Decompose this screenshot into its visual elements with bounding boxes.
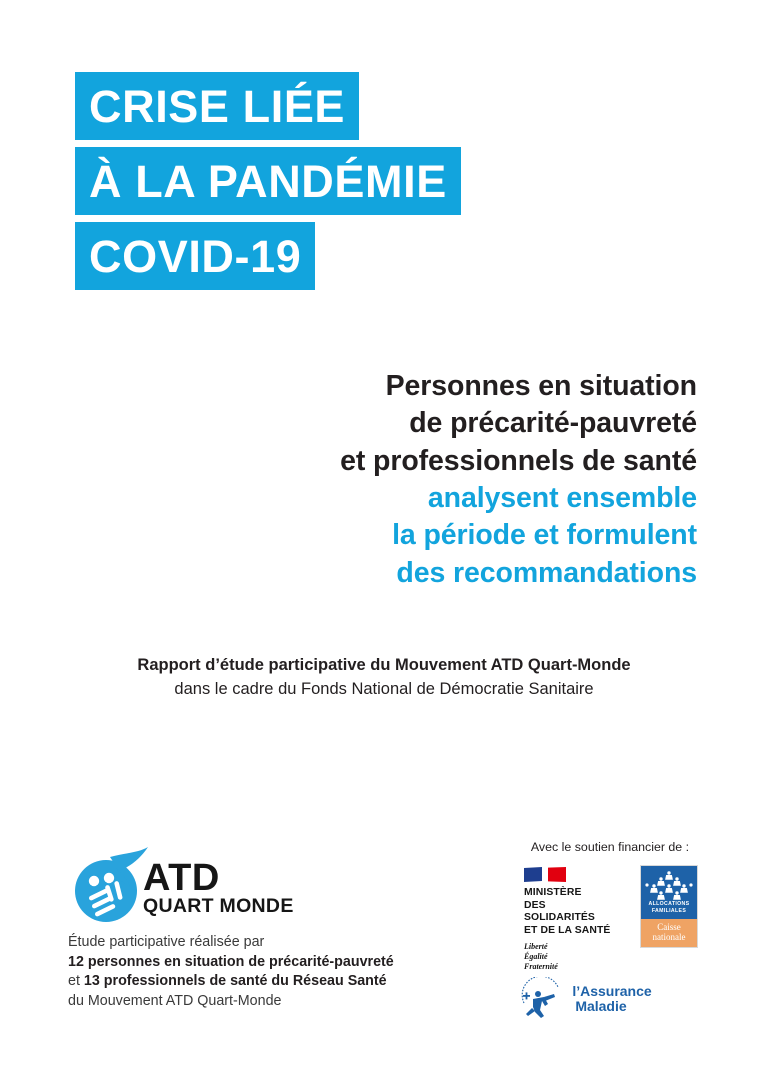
title-row bbox=[75, 72, 715, 140]
ministry-line-2: DES SOLIDARITÉS bbox=[524, 899, 595, 924]
caf-caisse: Caisse bbox=[657, 921, 681, 932]
caf-nationale: nationale bbox=[652, 932, 686, 943]
am-line-1: l’Assurance bbox=[572, 982, 652, 999]
study-credits bbox=[68, 933, 468, 1011]
caf-family-figures-icon bbox=[644, 871, 694, 901]
subtitle-line: et professionnels de santé bbox=[340, 444, 697, 477]
motto-egalite: Égalité bbox=[524, 952, 548, 962]
subtitle-line: analysent ensemble bbox=[427, 481, 697, 514]
caf-logo bbox=[640, 865, 698, 948]
credit-participants-count: 12 personnes en situation de précarité-pauvreté bbox=[68, 953, 394, 970]
title-line-2: À LA PANDÉMIE bbox=[75, 147, 461, 215]
report-description bbox=[0, 654, 768, 702]
report-subtitle-line: dans le cadre du Fonds National de Démocratie Sanitaire bbox=[174, 679, 594, 698]
title-line-1: CRISE LIÉE bbox=[75, 72, 359, 140]
motto-fraternite: Fraternité bbox=[524, 962, 558, 972]
credit-conjunction: et bbox=[68, 973, 84, 990]
assurance-maladie-logo bbox=[518, 977, 668, 1025]
subtitle-line: des recommandations bbox=[396, 556, 697, 589]
french-flag-icon bbox=[524, 867, 566, 882]
atd-tagline: QUART MONDE bbox=[143, 895, 294, 918]
caf-logo-top bbox=[641, 866, 697, 919]
subtitle-line: de précarité-pauvreté bbox=[409, 407, 697, 440]
ministry-line-1: MINISTÈRE bbox=[524, 886, 582, 898]
caf-label-line-2: FAMILIALES bbox=[651, 907, 687, 914]
credit-line-professionals bbox=[68, 972, 468, 992]
atd-quart-monde-logo bbox=[68, 845, 368, 927]
ministry-line-3: ET DE LA SANTÉ bbox=[524, 924, 611, 936]
subtitle-line: la période et formulent bbox=[392, 519, 697, 552]
atd-wordmark bbox=[143, 857, 294, 918]
motto-liberte: Liberté bbox=[524, 941, 548, 951]
document-subtitle bbox=[137, 368, 697, 592]
sponsor-logos-row bbox=[500, 865, 730, 1014]
title-line-3: COVID-19 bbox=[75, 222, 315, 290]
am-line-2: Maladie bbox=[575, 997, 627, 1014]
credit-line-participants bbox=[68, 953, 468, 973]
sponsors-section bbox=[500, 840, 730, 1014]
caf-label-line-1: ALLOCATIONS bbox=[648, 900, 690, 907]
assurance-maladie-wordmark bbox=[562, 984, 662, 1014]
sponsors-heading: Avec le soutien financier de : bbox=[530, 840, 690, 854]
subtitle-line: Personnes en situation bbox=[385, 370, 697, 402]
credit-line-intro: Étude participative réalisée par bbox=[68, 934, 265, 950]
document-main-title bbox=[75, 72, 715, 297]
title-row bbox=[75, 147, 715, 215]
republic-motto bbox=[524, 942, 619, 973]
title-row bbox=[75, 222, 715, 290]
caf-logo-bottom bbox=[641, 919, 697, 947]
atd-name: ATD bbox=[143, 857, 220, 899]
credit-professionals-count: 13 professionnels de santé du Réseau Santé bbox=[83, 973, 387, 990]
ministry-logo bbox=[524, 867, 619, 973]
report-title-line: Rapport d’étude participative du Mouvement ATD Quart-Monde bbox=[137, 656, 631, 674]
credit-line-movement: du Mouvement ATD Quart-Monde bbox=[68, 992, 282, 1009]
